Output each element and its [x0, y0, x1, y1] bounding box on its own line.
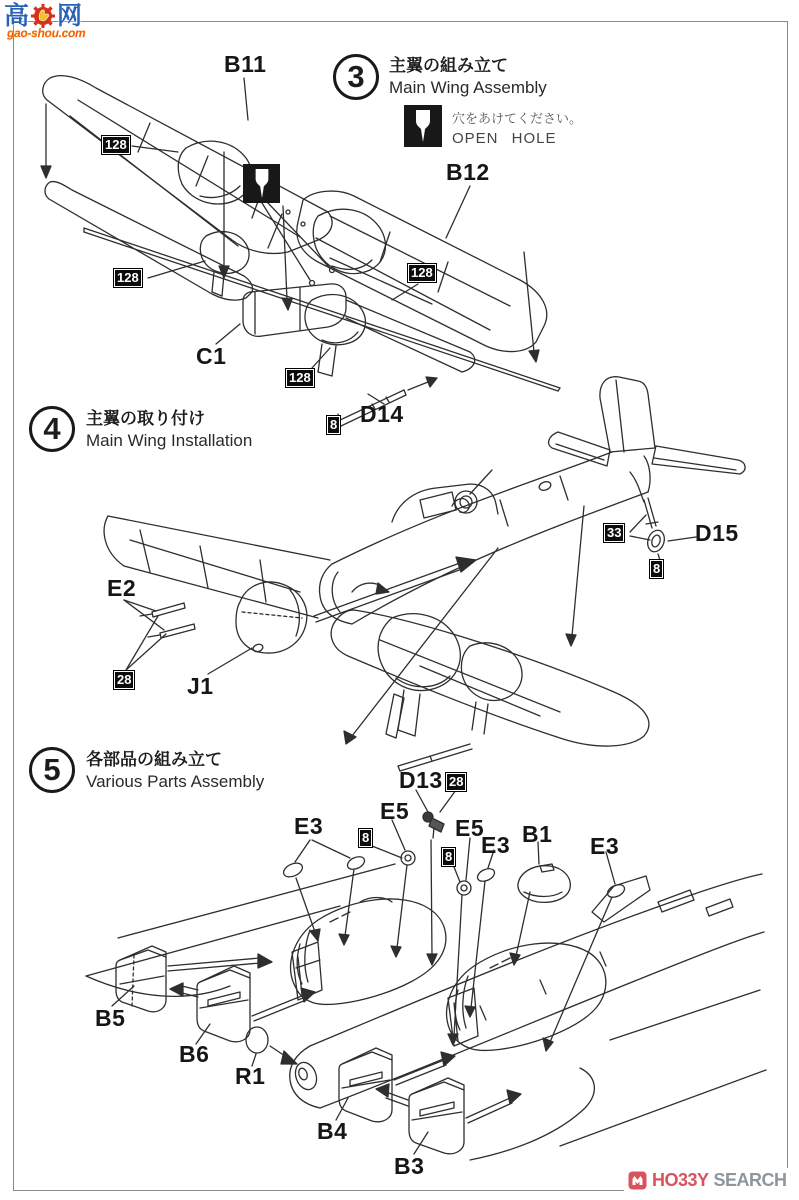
- step3-title-ja: 主翼の組み立て: [389, 56, 508, 75]
- open-hole-text-en: OPEN HOLE: [452, 130, 557, 147]
- hobby-search-brand-first: HO33Y: [652, 1170, 709, 1190]
- part-label-e3-1: E3: [294, 813, 324, 839]
- paint-code-badge-8: 8: [358, 828, 373, 848]
- watermark-logo: [4, 3, 85, 40]
- part-label-b1: B1: [522, 821, 553, 847]
- paint-code-badge-8: 8: [326, 415, 341, 435]
- part-label-b12: B12: [446, 159, 490, 185]
- part-label-b5: B5: [95, 1005, 126, 1031]
- open-hole-text-ja: 穴をあけてください。: [452, 111, 583, 126]
- step5-title-en: Various Parts Assembly: [86, 772, 265, 791]
- hobby-search-icon: [628, 1171, 647, 1190]
- hobby-search-brand-second: SEARCH: [713, 1170, 787, 1190]
- paint-code-badge-28: 28: [445, 772, 467, 792]
- paint-code-badge-128: 128: [285, 368, 315, 388]
- paint-code-badge-128: 128: [113, 268, 143, 288]
- watermark-domain: gao-shou.com: [7, 26, 86, 40]
- paint-code-badge-8: 8: [441, 847, 456, 867]
- part-label-b6: B6: [179, 1041, 210, 1067]
- paint-code-badge-128: 128: [101, 135, 131, 155]
- watermark-char-left: 高: [4, 2, 30, 30]
- step4-title-ja: 主翼の取り付け: [86, 409, 205, 428]
- part-label-b11: B11: [224, 51, 267, 77]
- paint-code-badge-33: 33: [603, 523, 625, 543]
- drill-icon: [252, 168, 272, 199]
- paint-code-badge-128: 128: [407, 263, 437, 283]
- part-label-d15: D15: [695, 520, 739, 546]
- open-hole-legend-icon: [404, 105, 442, 147]
- part-label-e5-2: E5: [455, 815, 485, 841]
- part-label-e2: E2: [107, 575, 137, 601]
- watermark-char-right: 网: [57, 2, 83, 30]
- step4-title-en: Main Wing Installation: [86, 431, 253, 450]
- part-label-b3: B3: [394, 1153, 425, 1179]
- drill-icon: [412, 109, 434, 143]
- step5-title-ja: 各部品の組み立て: [86, 750, 222, 769]
- paint-code-badge-28: 28: [113, 670, 135, 690]
- step5-diagram: [86, 790, 766, 1160]
- hobby-search-logo: [624, 1168, 791, 1192]
- paint-code-badge-8: 8: [649, 559, 664, 579]
- part-label-b4: B4: [317, 1118, 348, 1144]
- step-number-5: 5: [29, 747, 75, 793]
- part-label-r1: R1: [235, 1063, 266, 1089]
- part-label-e5-1: E5: [380, 798, 410, 824]
- step3-title-en: Main Wing Assembly: [389, 78, 547, 97]
- step-number-3: 3: [333, 54, 379, 100]
- part-label-e3-2: E3: [481, 832, 511, 858]
- open-hole-marker-icon: [243, 164, 280, 203]
- part-label-d14: D14: [360, 401, 404, 427]
- part-label-d13: D13: [399, 767, 443, 793]
- part-label-c1: C1: [196, 343, 227, 369]
- step-number-4: 4: [29, 406, 75, 452]
- part-label-j1: J1: [187, 673, 214, 699]
- part-label-e3-3: E3: [590, 833, 620, 859]
